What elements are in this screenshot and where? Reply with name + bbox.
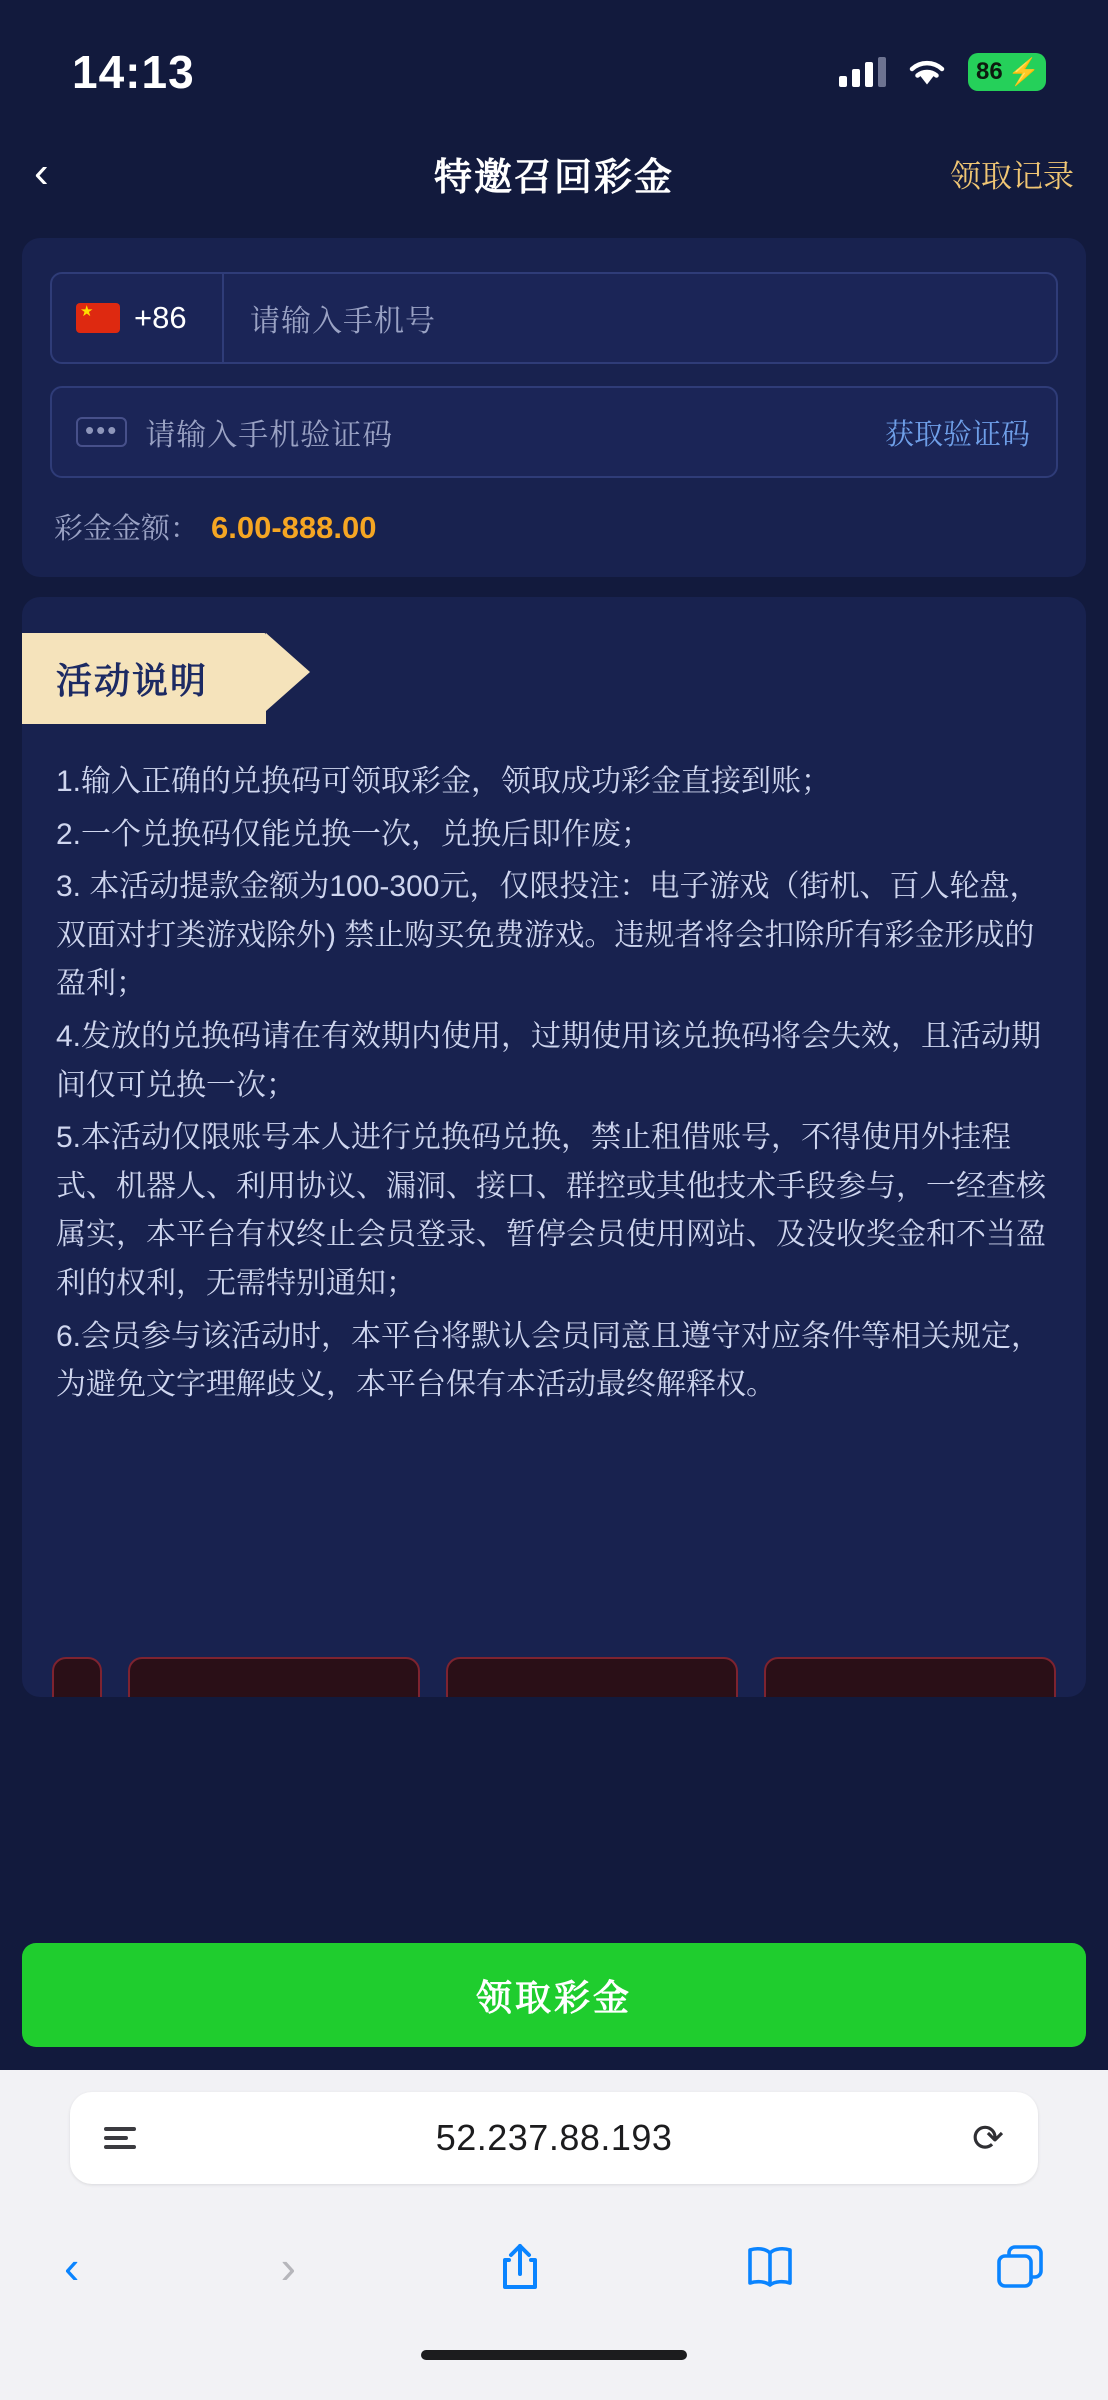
status-indicators xyxy=(839,39,1046,91)
share-icon[interactable] xyxy=(497,2242,543,2292)
url-bar[interactable] xyxy=(70,2092,1038,2184)
rules-card xyxy=(22,597,1086,1697)
nav-bar xyxy=(0,130,1108,216)
rule-item: 6.会员参与该活动时，本平台将默认会员同意且遵守对应条件等相关规定，为避免文字理解歧义，本平台保有本活动最终解释权。 xyxy=(56,1319,1042,1402)
form-card xyxy=(22,238,1086,577)
home-indicator-area xyxy=(0,2350,1108,2400)
get-code-button[interactable]: 获取验证码 xyxy=(884,418,1030,451)
amount-row xyxy=(50,506,1058,547)
amount-value: 6.00-888.00 xyxy=(211,510,377,545)
page-content xyxy=(0,216,1108,1920)
page-title: 特邀召回彩金 xyxy=(433,156,674,199)
rules-ribbon-title: 活动说明 xyxy=(22,633,266,724)
url-text[interactable]: 52.237.88.193 xyxy=(435,2117,673,2158)
chevron-left-icon[interactable]: ‹ xyxy=(34,148,49,197)
dots-icon: ••• xyxy=(76,417,127,448)
cellular-signal-icon xyxy=(839,57,886,87)
claim-bonus-button[interactable]: 领取彩金 xyxy=(22,1943,1086,2047)
reload-icon[interactable]: ⟳ xyxy=(972,2117,1004,2160)
rule-item: 5.本活动仅限账号本人进行兑换码兑换，禁止租借账号，不得使用外挂程式、机器人、利用协议、漏洞、接口、群控或其他技术手段参与，一经查核属实，本平台有权终止会员登录、暂停会员使用网站、及没收奖金和不当盈利的权利，无需特别通知； xyxy=(56,1121,1046,1300)
rule-item: 2.一个兑换码仅能兑换一次，兑换后即作废； xyxy=(56,817,652,851)
wifi-icon xyxy=(906,57,948,87)
country-code-label: +86 xyxy=(134,300,187,335)
bookmarks-icon[interactable] xyxy=(745,2245,795,2289)
url-bar-row xyxy=(0,2092,1108,2184)
cta-container xyxy=(0,1920,1108,2070)
amount-label: 彩金金额： xyxy=(54,513,200,545)
records-link[interactable]: 领取记录 xyxy=(950,158,1074,194)
verification-code-row[interactable] xyxy=(50,386,1058,478)
battery-level: 86 xyxy=(976,58,1003,85)
peek-button[interactable] xyxy=(764,1657,1056,1697)
verification-code-input[interactable]: 请输入手机验证码 xyxy=(145,419,394,452)
browser-back-icon[interactable]: ‹ xyxy=(64,2241,80,2293)
phone-field-row[interactable] xyxy=(50,272,1058,364)
browser-chrome xyxy=(0,2070,1108,2350)
browser-toolbar xyxy=(0,2184,1108,2350)
tabs-icon[interactable] xyxy=(996,2244,1044,2290)
phone-input[interactable]: 请输入手机号 xyxy=(250,305,436,338)
reader-view-icon[interactable] xyxy=(104,2127,136,2149)
peek-button[interactable] xyxy=(446,1657,738,1697)
rule-item: 1.输入正确的兑换码可领取彩金，领取成功彩金直接到账； xyxy=(56,765,832,798)
home-indicator[interactable] xyxy=(421,2350,687,2360)
status-time: 14:13 xyxy=(72,46,195,98)
status-bar xyxy=(0,0,1108,130)
rule-item: 3. 本活动提款金额为100-300元，仅限投注：电子游戏（街机、百人轮盘，双面对打类游戏除外) 禁止购买免费游戏。违规者将会扣除所有彩金形成的盈利； xyxy=(56,870,1040,1001)
peek-button[interactable] xyxy=(128,1657,420,1697)
battery-charging-icon xyxy=(968,53,1046,91)
charging-bolt-icon: ⚡ xyxy=(1007,56,1040,87)
peek-button[interactable] xyxy=(52,1657,102,1697)
partially-visible-buttons xyxy=(22,1657,1086,1697)
browser-forward-icon: › xyxy=(280,2241,296,2293)
china-flag-icon xyxy=(76,303,120,333)
rule-item: 4.发放的兑换码请在有效期内使用，过期使用该兑换码将会失效，且活动期间仅可兑换一次； xyxy=(56,1019,1042,1102)
country-code-selector[interactable] xyxy=(52,274,224,362)
rules-body xyxy=(22,724,1086,1410)
